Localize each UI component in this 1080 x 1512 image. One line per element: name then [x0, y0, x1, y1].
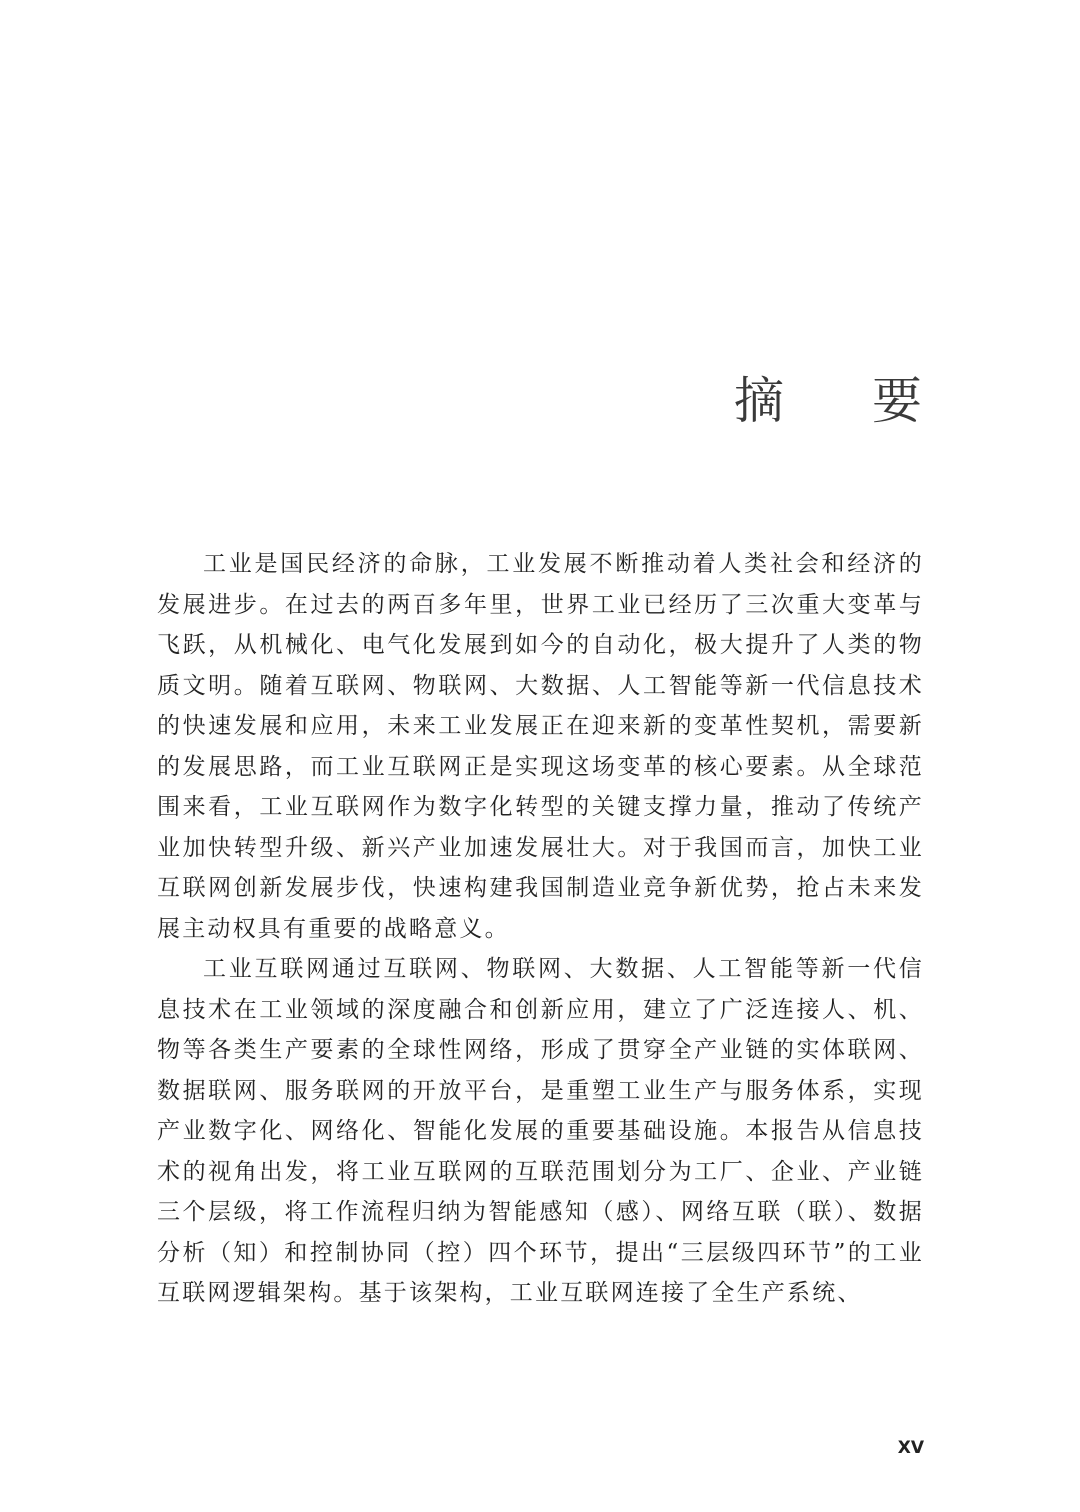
paragraph: 工业互联网通过互联网、物联网、大数据、人工智能等新一代信息技术在工业领域的深度融合和创新应用，建立了广泛连接人、机、物等各类生产要素的全球性网络，形成了贯穿全产业链的实体联网、数据联网、服务联网的开放平台，是重塑工业生产与服务体系，实现产业数字化、网络化、智能化发展的重要基础设施。本报告从信息技术的视角出发，将工业互联网的互联范围划分为工厂、企业、产业链三个层级，将工作流程归纳为智能感知（感）、网络互联（联）、数据分析（知）和控制协同（控）四个环节，提出“三层级四环节”的工业互联网逻辑架构。基于该架构，工业互联网连接了全生产系统、 — [157, 956, 924, 1306]
page-title: 摘要 — [734, 371, 1010, 430]
paragraph: 工业是国民经济的命脉，工业发展不断推动着人类社会和经济的发展进步。在过去的两百多年里，世界工业已经历了三次重大变革与飞跃，从机械化、电气化发展到如今的自动化，极大提升了人类的物质文明。随着互联网、物联网、大数据、人工智能等新一代信息技术的快速发展和应用，未来工业发展正在迎来新的变革性契机，需要新的发展思路，而工业互联网正是实现这场变革的核心要素。从全球范围来看，工业互联网作为数字化转型的关键支撑力量，推动了传统产业加快转型升级、新兴产业加速发展壮大。对于我国而言，加快工业互联网创新发展步伐，快速构建我国制造业竞争新优势，抢占未来发展主动权具有重要的战略意义。 — [157, 551, 924, 942]
body-text — [157, 544, 924, 1314]
page-number: XV — [897, 1438, 924, 1458]
